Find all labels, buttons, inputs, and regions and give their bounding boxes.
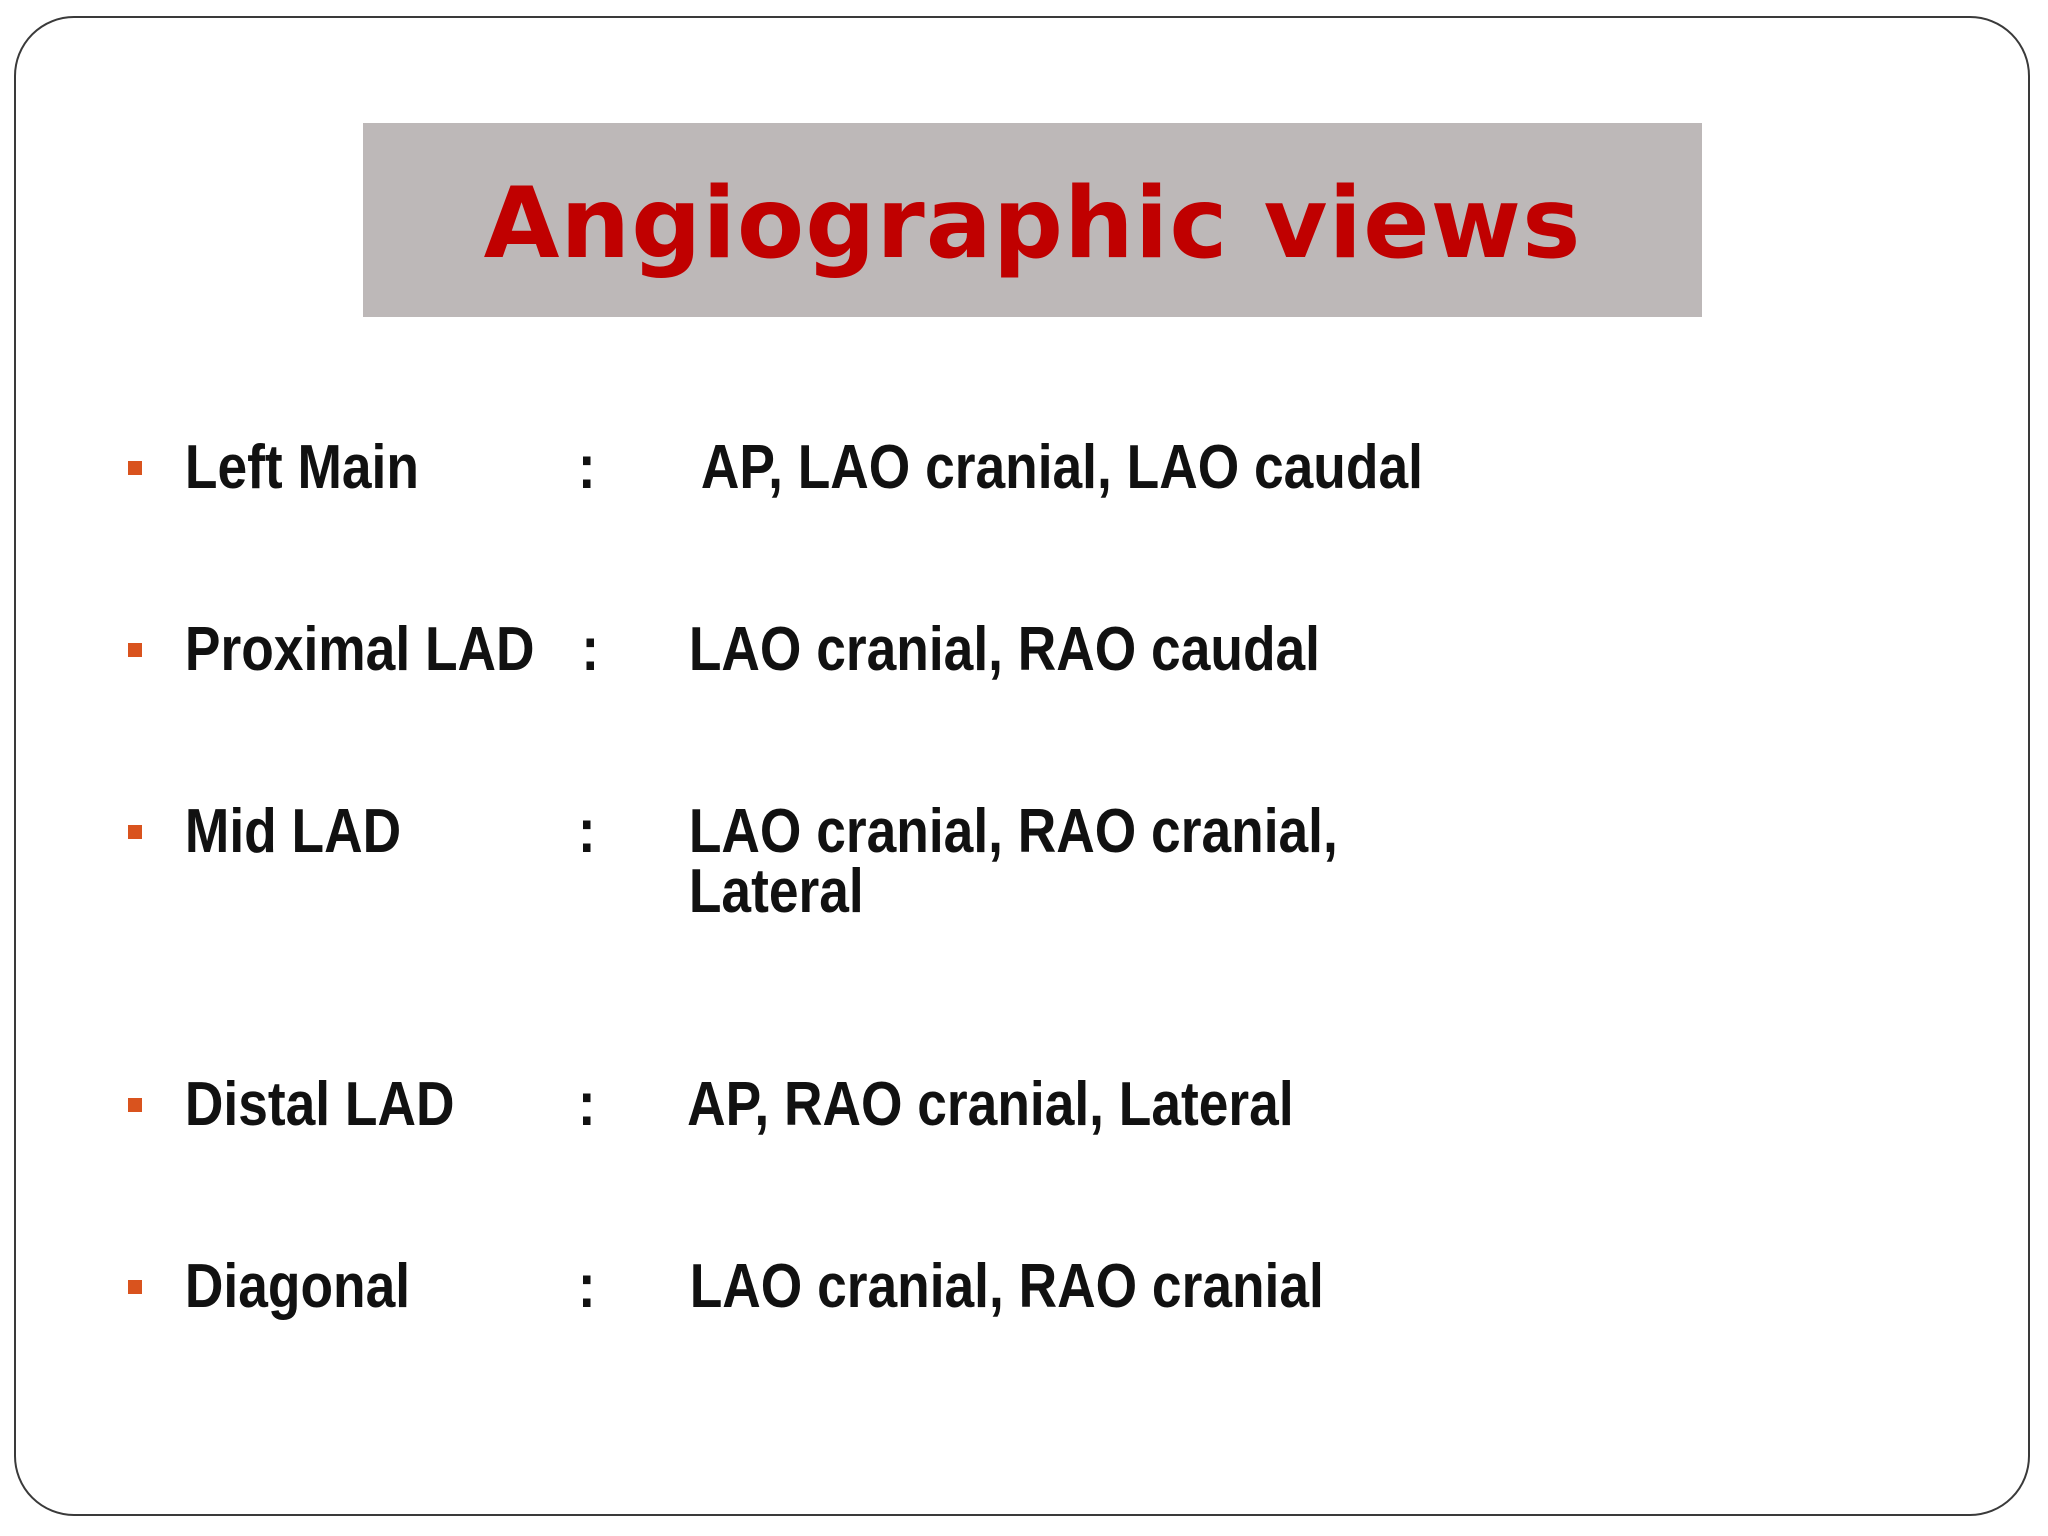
row-value-line: AP, RAO cranial, Lateral <box>687 1070 1294 1139</box>
square-bullet-icon <box>128 643 142 657</box>
row-label: Distal LAD <box>184 1070 455 1139</box>
row-label: Diagonal <box>184 1252 411 1321</box>
row-value-line: AP, LAO cranial, LAO caudal <box>700 433 1423 502</box>
row-value <box>688 615 1320 684</box>
row-separator: : <box>577 1252 596 1321</box>
row-value-line: LAO cranial, RAO cranial <box>689 1252 1324 1321</box>
row-separator: : <box>581 615 600 684</box>
row-value <box>688 797 1338 926</box>
row-separator: : <box>577 1070 596 1139</box>
square-bullet-icon <box>128 461 142 475</box>
row-value-line: LAO cranial, RAO cranial, <box>688 797 1338 866</box>
row-separator: : <box>577 797 596 866</box>
row-value-line: Lateral <box>688 857 864 926</box>
square-bullet-icon <box>128 825 142 839</box>
row-separator: : <box>577 433 596 502</box>
row-value <box>689 1252 1324 1321</box>
row-label: Left Main <box>184 433 419 502</box>
row-label: Mid LAD <box>184 797 402 866</box>
square-bullet-icon <box>128 1098 142 1112</box>
row-value-line: LAO cranial, RAO caudal <box>688 615 1320 684</box>
slide-title: Angiographic views <box>483 167 1582 281</box>
row-label: Proximal LAD <box>184 615 535 684</box>
square-bullet-icon <box>128 1280 142 1294</box>
row-value <box>700 433 1423 502</box>
row-value <box>687 1070 1294 1139</box>
